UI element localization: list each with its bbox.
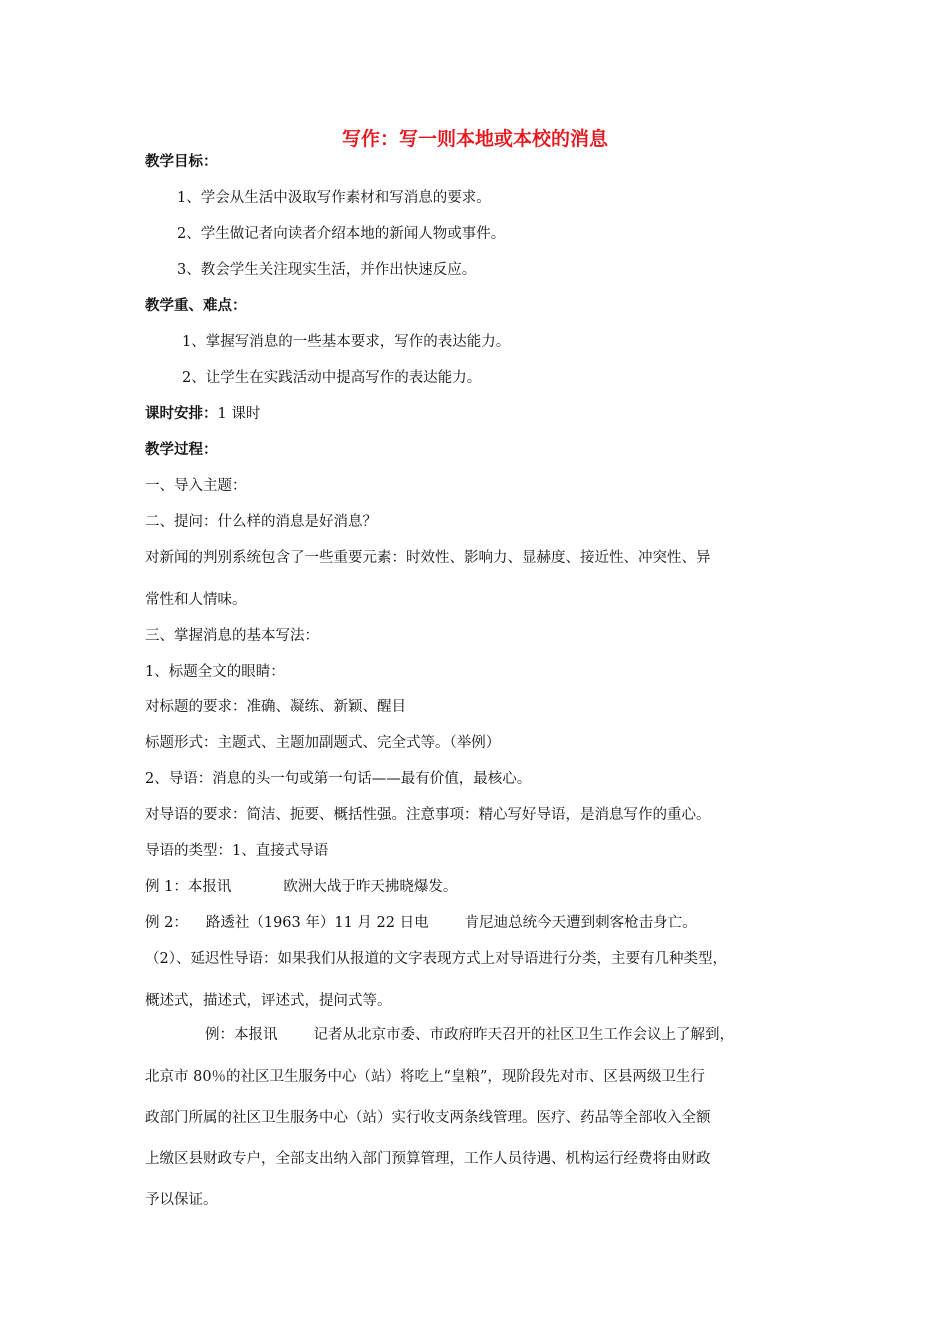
key-point-item: 2、让学生在实践活动中提高写作的表达能力。 (182, 370, 482, 386)
paragraph-line: 政部门所属的社区卫生服务中心（站）实行收支两条线管理。医疗、药品等全部收入全额 (145, 1110, 711, 1126)
example-source: 路透社（1963 年）11 月 22 日电 (205, 915, 429, 931)
objectives-heading: 教学目标： (145, 154, 218, 170)
schedule-line (145, 404, 260, 424)
paragraph-line: 概述式，描述式，评述式，提问式等。 (145, 993, 392, 1009)
example-text: 肯尼迪总统今天遭到刺客枪击身亡。 (464, 915, 697, 931)
schedule-label: 课时安排： (145, 406, 218, 422)
paragraph-line: 导语的类型：1、直接式导语 (145, 843, 329, 859)
objective-item: 3、教会学生关注现实生活，并作出快速反应。 (177, 262, 477, 278)
process-heading: 教学过程： (145, 442, 218, 458)
example-label: 例：本报讯 (205, 1027, 278, 1043)
example-text: 欧洲大战于昨天拂晓爆发。 (283, 879, 458, 895)
example-1 (145, 877, 457, 897)
objective-item: 2、学生做记者向读者介绍本地的新闻人物或事件。 (177, 226, 506, 242)
paragraph-line: 标题形式：主题式、主题加副题式、完全式等。（举例） (145, 735, 501, 751)
example-2 (145, 913, 697, 933)
paragraph-line: （2）、延迟性导语：如果我们从报道的文字表现方式上对导语进行分类，主要有几种类型， (145, 951, 727, 967)
example-label: 例 2： (145, 915, 188, 931)
subsection-lead: 2、导语：消息的头一句或第一句话——最有价值，最核心。 (145, 771, 532, 787)
key-point-item: 1、掌握写消息的一些基本要求，写作的表达能力。 (182, 334, 511, 350)
paragraph-line: 北京市 80％的社区卫生服务中心（站）将吃上“皇粮”，现阶段先对市、区县两级卫生行 (145, 1069, 705, 1085)
page-title: 写作：写一则本地或本校的消息 (341, 128, 608, 150)
key-points-heading: 教学重、难点： (145, 298, 247, 314)
schedule-value: 1 课时 (217, 406, 261, 422)
example-text: 记者从北京市委、市政府昨天召开的社区卫生工作会议上了解到， (313, 1027, 734, 1043)
paragraph-line: 对导语的要求：简洁、扼要、概括性强。注意事项：精心写好导语，是消息写作的重心。 (145, 807, 711, 823)
paragraph-line: 对新闻的判别系统包含了一些重要元素：时效性、影响力、显赫度、接近性、冲突性、异 (145, 550, 711, 566)
section-intro: 一、导入主题： (145, 478, 247, 494)
paragraph-line: 上缴区县财政专户，全部支出纳入部门预算管理，工作人员待遇、机构运行经费将由财政 (145, 1151, 711, 1167)
paragraph-line: 对标题的要求：准确、凝练、新颖、醒目 (145, 699, 406, 715)
section-question: 二、提问：什么样的消息是好消息？ (145, 514, 377, 530)
example-label: 例 1：本报讯 (145, 879, 232, 895)
objective-item: 1、学会从生活中汲取写作素材和写消息的要求。 (177, 190, 491, 206)
section-methods: 三、掌握消息的基本写法： (145, 628, 319, 644)
subsection-title: 1、标题全文的眼睛： (145, 664, 285, 680)
paragraph-line: 常性和人情味。 (145, 592, 247, 608)
example-3-first-line (205, 1025, 734, 1045)
paragraph-line: 予以保证。 (145, 1192, 218, 1208)
